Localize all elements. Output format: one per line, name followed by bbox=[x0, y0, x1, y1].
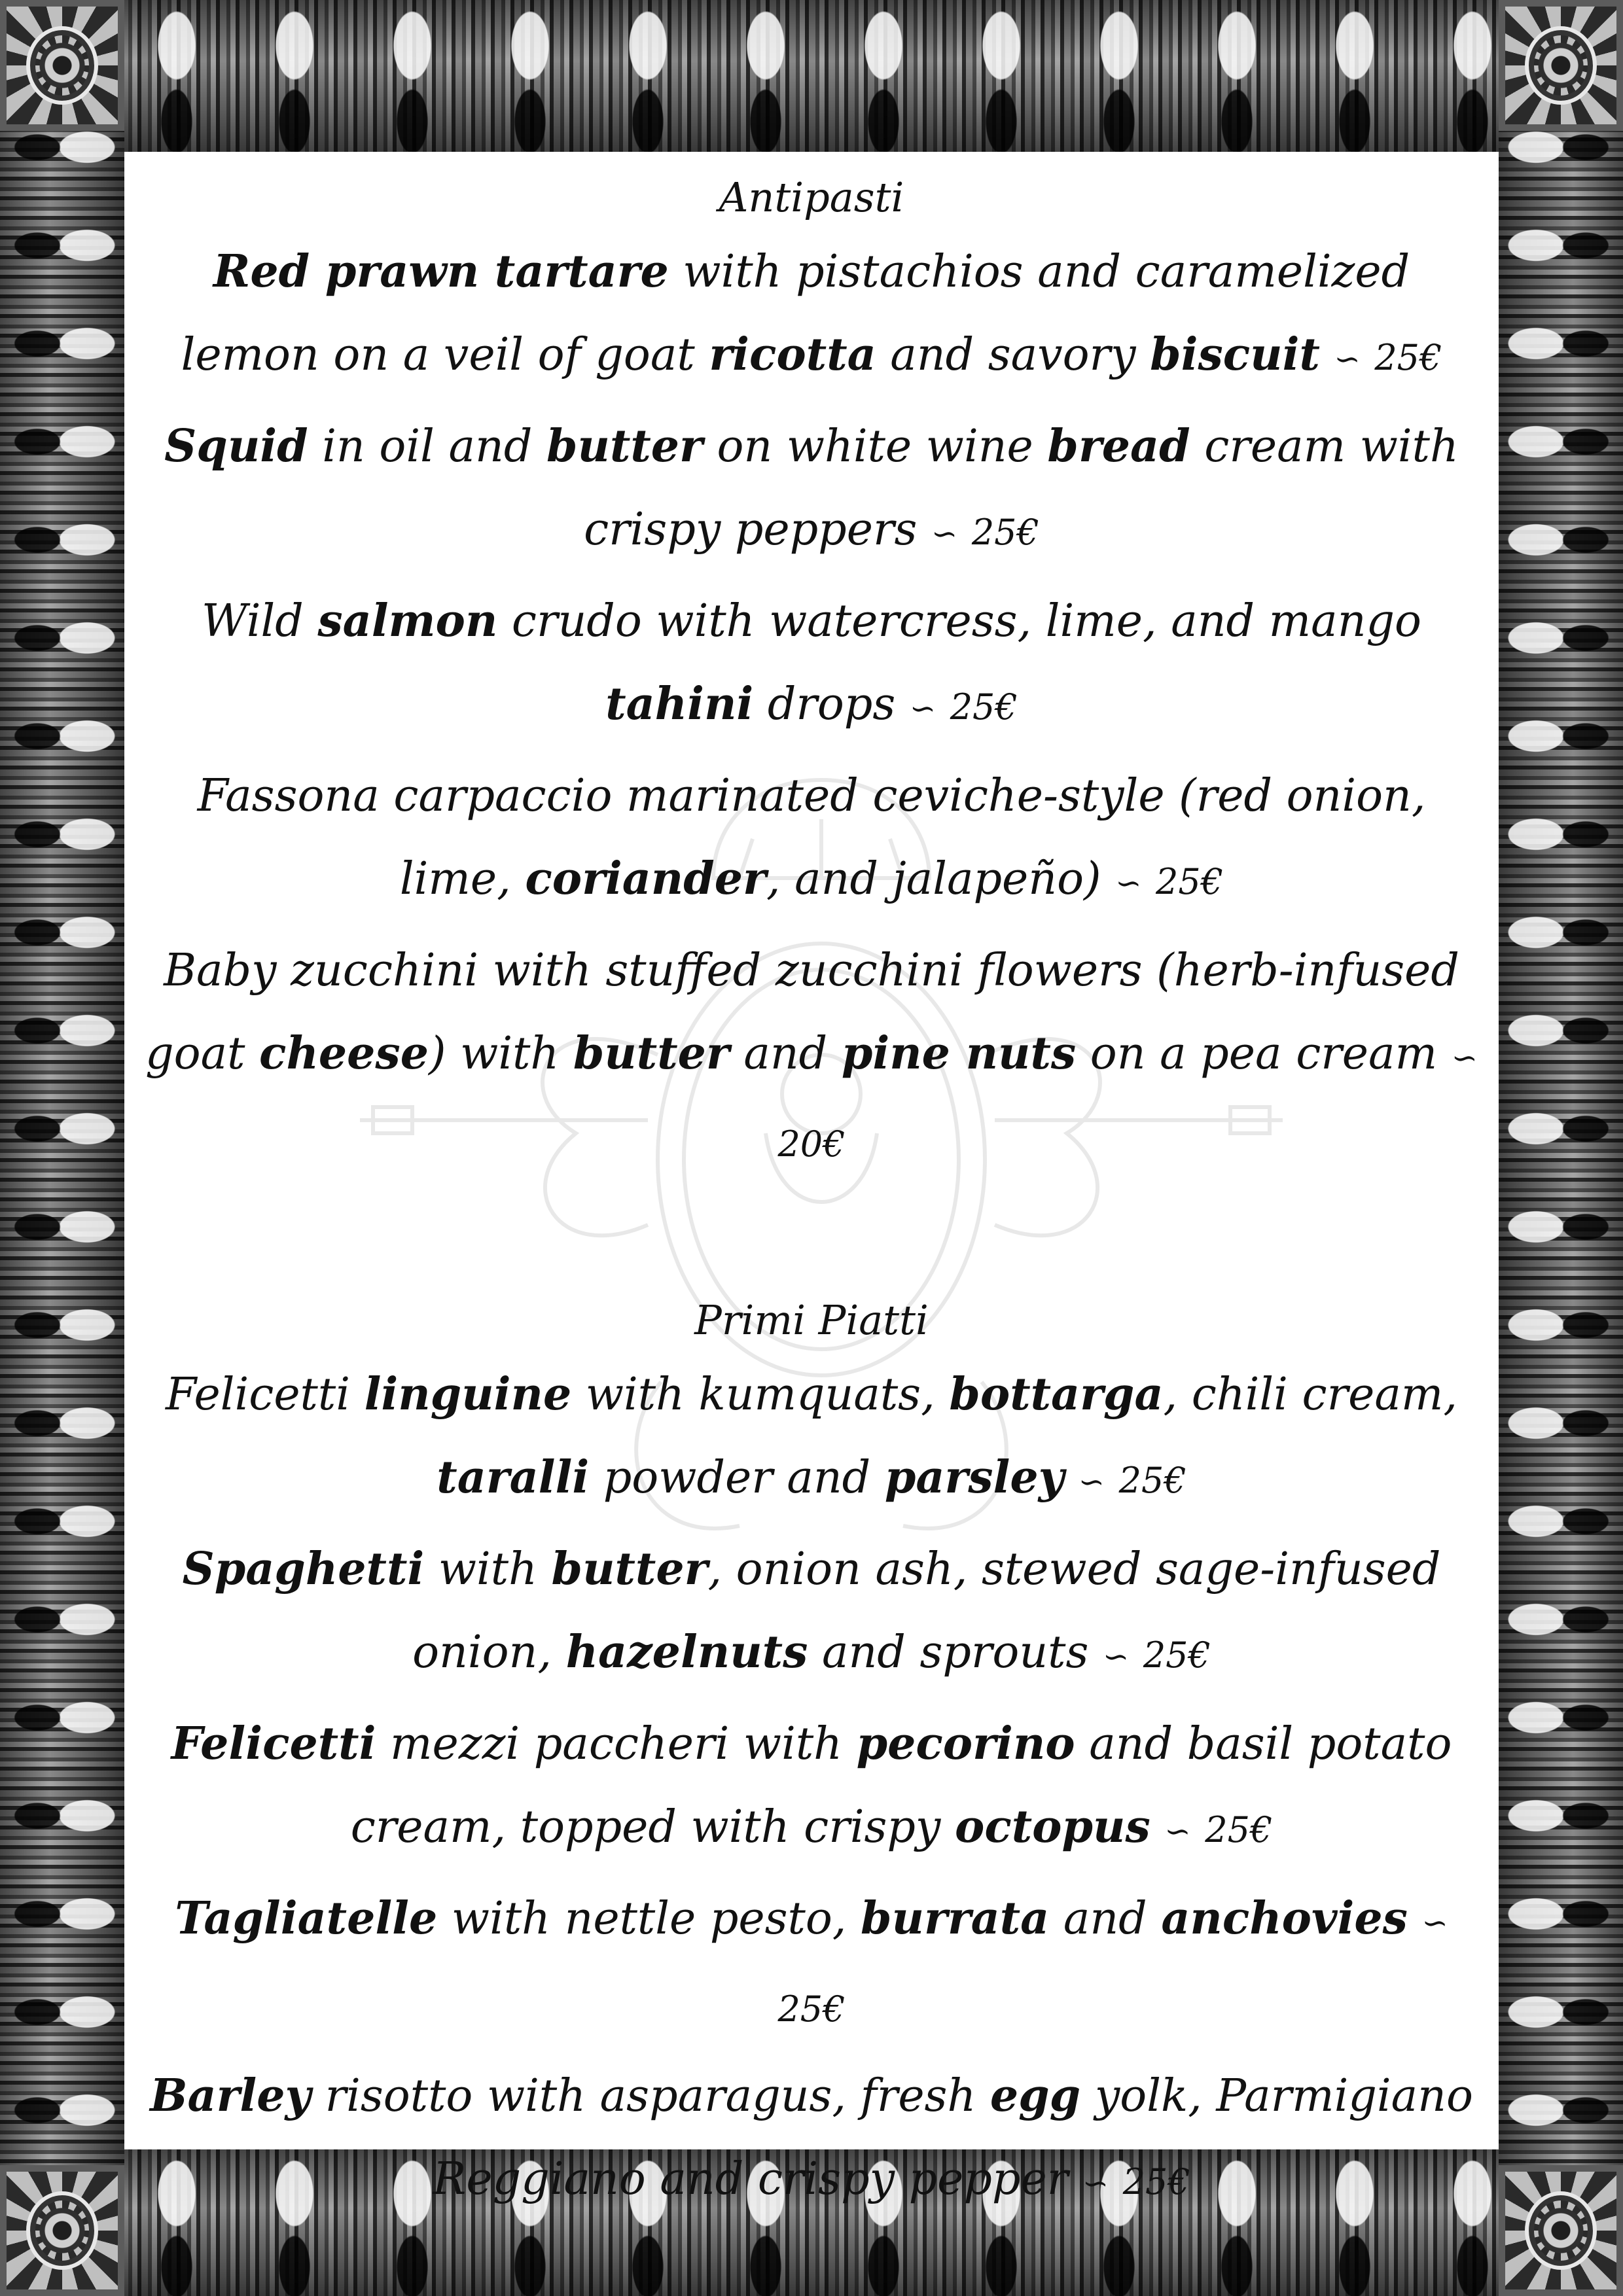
dish-keyword: parsley bbox=[884, 1451, 1065, 1504]
dish-description: ) with bbox=[428, 1028, 573, 1080]
dish-keyword: egg bbox=[990, 2070, 1081, 2122]
flourish-icon: ∽ bbox=[1078, 1464, 1105, 1500]
item-price: 25€ bbox=[1374, 337, 1442, 378]
dish-description: crudo with watercress, lime, and mango bbox=[497, 595, 1421, 647]
flourish-icon: ∽ bbox=[1115, 865, 1142, 902]
dish-description: with bbox=[424, 1544, 552, 1595]
item-price: 25€ bbox=[950, 686, 1018, 728]
corner-rosette-icon bbox=[0, 0, 124, 131]
flourish-icon: ∽ bbox=[1421, 1905, 1448, 1941]
flourish-icon: ∽ bbox=[1082, 2165, 1109, 2202]
item-price: 25€ bbox=[1118, 1460, 1186, 1501]
corner-rosette-icon bbox=[1499, 2165, 1623, 2296]
section-gap bbox=[124, 1190, 1499, 1288]
dish-keyword: linguine bbox=[364, 1368, 572, 1421]
item-price: 25€ bbox=[1143, 1634, 1211, 1676]
dish-description: on a pea cream bbox=[1076, 1028, 1438, 1080]
dish-description: yolk, Parmigiano Reggiano and crispy pepper bbox=[433, 2070, 1473, 2205]
dish-keyword: Barley bbox=[150, 2070, 312, 2122]
dish-keyword: butter bbox=[573, 1027, 730, 1080]
dish-description: and sprouts bbox=[808, 1627, 1089, 1678]
dish-keyword: Squid bbox=[164, 420, 308, 472]
dish-description: , chili cream, bbox=[1163, 1369, 1457, 1421]
dish-keyword: Tagliatelle bbox=[175, 1892, 438, 1945]
dish-description: with kumquats, bbox=[571, 1369, 950, 1421]
dish-keyword: coriander bbox=[525, 853, 766, 905]
menu-content bbox=[124, 165, 1499, 2229]
dish-keyword: butter bbox=[546, 420, 703, 472]
menu-item bbox=[124, 1528, 1499, 1699]
dish-description: and bbox=[1049, 1893, 1162, 1945]
dish-keyword: cheese bbox=[259, 1027, 429, 1080]
dish-description: drops bbox=[753, 679, 896, 730]
dish-description: with pistachios and caramelized lemon on a veil of goat bbox=[181, 246, 1410, 381]
dish-description: and savory bbox=[876, 329, 1150, 381]
flourish-icon: ∽ bbox=[931, 516, 958, 552]
flourish-icon: ∽ bbox=[1102, 1638, 1130, 1675]
dish-keyword: ricotta bbox=[709, 328, 876, 381]
corner-rosette-icon bbox=[0, 2165, 124, 2296]
top-ornate-border bbox=[0, 0, 1623, 152]
dish-keyword: biscuit bbox=[1150, 328, 1320, 381]
menu-item bbox=[124, 929, 1499, 1186]
right-ornate-border bbox=[1499, 0, 1623, 2296]
dish-description: in oil and bbox=[308, 421, 546, 472]
dish-description: with nettle pesto, bbox=[437, 1893, 861, 1945]
dish-keyword: butter bbox=[551, 1543, 708, 1595]
menu-item bbox=[124, 754, 1499, 925]
menu-sheet bbox=[124, 152, 1499, 2205]
corner-rosette-icon bbox=[1499, 0, 1623, 131]
dish-keyword: Felicetti bbox=[171, 1718, 376, 1770]
dish-keyword: salmon bbox=[317, 595, 498, 647]
dish-keyword: octopus bbox=[954, 1801, 1150, 1853]
menu-item bbox=[124, 1877, 1499, 2051]
dish-keyword: tahini bbox=[605, 678, 754, 730]
dish-keyword: taralli bbox=[437, 1451, 590, 1504]
flourish-icon: ∽ bbox=[1451, 1040, 1478, 1076]
dish-description: and bbox=[729, 1028, 842, 1080]
item-price: 25€ bbox=[1156, 861, 1224, 902]
flourish-icon: ∽ bbox=[1164, 1813, 1191, 1850]
dish-keyword: hazelnuts bbox=[565, 1626, 808, 1678]
item-price: 20€ bbox=[777, 1123, 846, 1165]
section-title: Primi Piatti bbox=[694, 1296, 929, 1344]
dish-description: risotto with asparagus, fresh bbox=[311, 2070, 990, 2122]
section-title: Antipasti bbox=[719, 173, 904, 221]
dish-description: , onion ash, stewed sage-infused onion, bbox=[412, 1544, 1441, 1678]
menu-item bbox=[124, 1353, 1499, 1524]
dish-description: on white wine bbox=[702, 421, 1048, 472]
menu-item bbox=[124, 230, 1499, 401]
dish-description: powder and bbox=[589, 1452, 885, 1504]
dish-keyword: anchovies bbox=[1161, 1892, 1408, 1945]
dish-keyword: Red prawn tartare bbox=[213, 245, 669, 298]
menu-item bbox=[124, 580, 1499, 751]
dish-keyword: burrata bbox=[861, 1892, 1050, 1945]
menu-item bbox=[124, 1703, 1499, 1873]
flourish-icon: ∽ bbox=[1334, 341, 1361, 378]
item-price: 25€ bbox=[1122, 2161, 1190, 2202]
dish-keyword: Spaghetti bbox=[182, 1543, 425, 1595]
dish-description: and basil potato cream, topped with crispy bbox=[350, 1718, 1452, 1853]
dish-keyword: pecorino bbox=[856, 1718, 1075, 1770]
menu-item bbox=[124, 2055, 1499, 2225]
item-price: 25€ bbox=[971, 512, 1039, 553]
dish-description: Baby zucchini with stuffed zucchini flowers (herb-infused goat bbox=[145, 945, 1459, 1080]
dish-description: cream with crispy peppers bbox=[584, 421, 1459, 556]
dish-description: , and jalapeño) bbox=[766, 853, 1101, 905]
dish-description: Wild bbox=[202, 595, 318, 647]
dish-description: mezzi paccheri with bbox=[376, 1718, 857, 1770]
left-ornate-border bbox=[0, 0, 124, 2296]
flourish-icon: ∽ bbox=[909, 690, 936, 727]
dish-description: Fassona carpaccio marinated ceviche-style (red onion, lime, bbox=[197, 770, 1426, 905]
dish-keyword: bottarga bbox=[949, 1368, 1164, 1421]
menu-item bbox=[124, 405, 1499, 576]
item-price: 25€ bbox=[777, 1988, 846, 2030]
dish-description: Felicetti bbox=[166, 1369, 365, 1421]
item-price: 25€ bbox=[1205, 1809, 1273, 1850]
dish-keyword: bread bbox=[1047, 420, 1190, 472]
dish-keyword: pine nuts bbox=[841, 1027, 1077, 1080]
